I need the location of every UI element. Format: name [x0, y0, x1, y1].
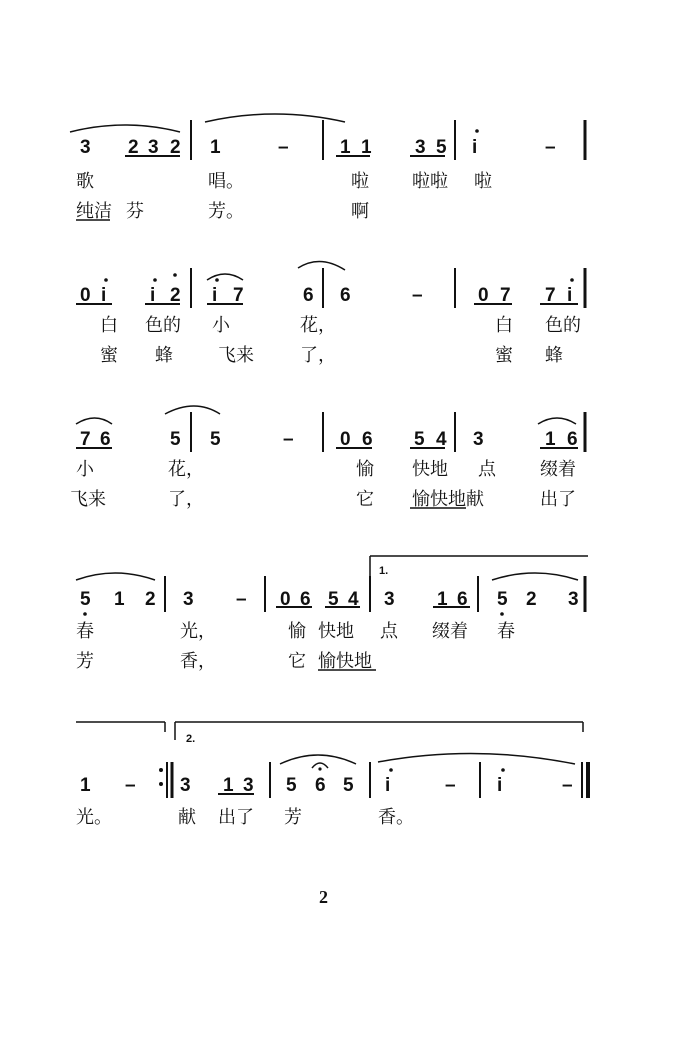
score-note: 6 — [315, 775, 326, 796]
score-note: 5 — [328, 589, 339, 610]
lyric-verse-1: 点 — [380, 621, 398, 642]
score-note: 3 — [568, 589, 579, 610]
lyric-verse-1: 光。 — [76, 807, 112, 828]
lyric-verse-2: 蜜 — [495, 345, 513, 366]
lyric-verse-2: 啊 — [351, 201, 369, 222]
score-note: 0 — [80, 285, 91, 306]
score-note: 4 — [436, 429, 447, 450]
score-note: 0 — [478, 285, 489, 306]
score-note: 2 — [170, 285, 181, 306]
score-note: 1 — [437, 589, 448, 610]
lyric-verse-1: 啦 — [351, 171, 369, 192]
lyric-verse-1: 色的 — [145, 315, 181, 336]
score-row-2 — [76, 261, 585, 366]
score-note: 5 — [80, 589, 91, 610]
lyric-verse-1: 啦啦 — [412, 171, 448, 192]
lyric-verse-1: 快地 — [318, 621, 354, 642]
score-note: 3 — [148, 137, 159, 158]
score-note: 0 — [280, 589, 291, 610]
score-note: 7 — [545, 285, 556, 306]
score-note: 3 — [473, 429, 484, 450]
score-note: 3 — [80, 137, 91, 158]
score-note: i — [497, 775, 503, 796]
lyric-verse-2: 香， — [180, 651, 216, 672]
score-note: – — [125, 775, 136, 796]
lyric-verse-2: 它 — [288, 651, 306, 672]
score-note: 2 — [145, 589, 156, 610]
lyric-verse-1: 出了 — [218, 807, 254, 828]
lyric-verse-1: 白 — [100, 315, 118, 336]
lyric-verse-1: 光， — [180, 621, 216, 642]
lyric-verse-1: 色的 — [545, 315, 581, 336]
score-note: – — [236, 589, 247, 610]
score-note: 2 — [526, 589, 537, 610]
score-note: – — [278, 137, 289, 158]
score-note: 3 — [415, 137, 426, 158]
score-note: 1 — [340, 137, 351, 158]
score-note: 2 — [170, 137, 181, 158]
score-note: 1 — [80, 775, 91, 796]
score-note: 5 — [286, 775, 297, 796]
score-note: 2 — [128, 137, 139, 158]
score-note: 5 — [436, 137, 447, 158]
lyric-verse-1: 唱。 — [208, 171, 244, 192]
lyric-verse-1: 春 — [76, 621, 94, 642]
score-note: 3 — [384, 589, 395, 610]
lyric-verse-1: 花， — [300, 315, 336, 336]
lyric-verse-1: 花， — [168, 459, 204, 480]
score-note: 3 — [180, 775, 191, 796]
score-note: 4 — [348, 589, 359, 610]
lyric-verse-2: 芳。 — [208, 201, 244, 222]
lyric-verse-1: 啦 — [474, 171, 492, 192]
lyric-verse-1: 芳 — [284, 807, 302, 828]
score-note: i — [385, 775, 391, 796]
lyric-verse-2: 了， — [300, 345, 336, 366]
lyric-verse-2: 飞来 — [218, 345, 254, 366]
lyric-verse-2: 蜜 — [100, 345, 118, 366]
score-note: 6 — [362, 429, 373, 450]
lyric-verse-1: 快地 — [412, 459, 448, 480]
lyric-verse-1: 愉 — [356, 459, 374, 480]
lyric-verse-2: 它 — [356, 489, 374, 510]
score-note: 0 — [340, 429, 351, 450]
lyric-verse-1: 白 — [495, 315, 513, 336]
score-note: 1 — [114, 589, 125, 610]
lyric-verse-2: 愉快地献 — [412, 489, 484, 510]
score-note: 1 — [361, 137, 372, 158]
score-note: – — [412, 285, 423, 306]
score-note: – — [283, 429, 294, 450]
score-note: 5 — [210, 429, 221, 450]
lyric-verse-2: 纯洁 — [76, 201, 112, 222]
score-note: i — [567, 285, 573, 306]
score-note: i — [101, 285, 107, 306]
score-note: – — [562, 775, 573, 796]
lyric-verse-1: 缀着 — [540, 459, 576, 480]
lyric-verse-1: 歌 — [76, 171, 94, 192]
score-note: 6 — [457, 589, 468, 610]
score-note: 1 — [223, 775, 234, 796]
lyric-verse-2: 了， — [168, 489, 204, 510]
lyric-verse-2: 芬 — [126, 201, 144, 222]
score-row-1 — [70, 114, 585, 222]
score-note: i — [212, 285, 218, 306]
lyric-verse-2: 蜂 — [155, 345, 173, 366]
score-note: i — [150, 285, 156, 306]
lyric-verse-2: 蜂 — [545, 345, 563, 366]
score-note: 5 — [343, 775, 354, 796]
score-row-5 — [76, 722, 588, 828]
lyric-verse-2: 出了 — [540, 489, 576, 510]
score-note: 5 — [414, 429, 425, 450]
score-note: 7 — [500, 285, 511, 306]
lyric-verse-1: 小 — [212, 315, 230, 336]
score-row-4 — [76, 556, 588, 672]
volta-2-label: 2. — [186, 733, 196, 745]
score-row-3 — [70, 406, 585, 510]
lyric-verse-1: 点 — [478, 459, 496, 480]
lyric-verse-1: 春 — [497, 621, 515, 642]
lyric-verse-1: 香。 — [378, 807, 414, 828]
lyric-verse-2: 芳 — [76, 651, 94, 672]
lyric-verse-1: 小 — [76, 459, 94, 480]
score-note: i — [472, 137, 478, 158]
lyric-verse-1: 献 — [178, 807, 196, 828]
lyric-verse-1: 愉 — [288, 621, 306, 642]
lyric-verse-2: 愉快地 — [318, 651, 372, 672]
lyric-verse-2: 飞来 — [70, 489, 106, 510]
score-note: 6 — [300, 589, 311, 610]
score-note: 6 — [303, 285, 314, 306]
score-note: 1 — [210, 137, 221, 158]
page-number: 2 — [319, 887, 328, 907]
score-note: 6 — [567, 429, 578, 450]
score-note: 5 — [497, 589, 508, 610]
score-note: 6 — [340, 285, 351, 306]
score-note: 7 — [80, 429, 91, 450]
lyric-verse-1: 缀着 — [432, 621, 468, 642]
score-note: 5 — [170, 429, 181, 450]
score-note: 7 — [233, 285, 244, 306]
score-note: 6 — [100, 429, 111, 450]
volta-1-label: 1. — [379, 565, 389, 577]
score-note: – — [545, 137, 556, 158]
score-note: 1 — [545, 429, 556, 450]
score-note: 3 — [243, 775, 254, 796]
score-note: – — [445, 775, 456, 796]
score-note: 3 — [183, 589, 194, 610]
